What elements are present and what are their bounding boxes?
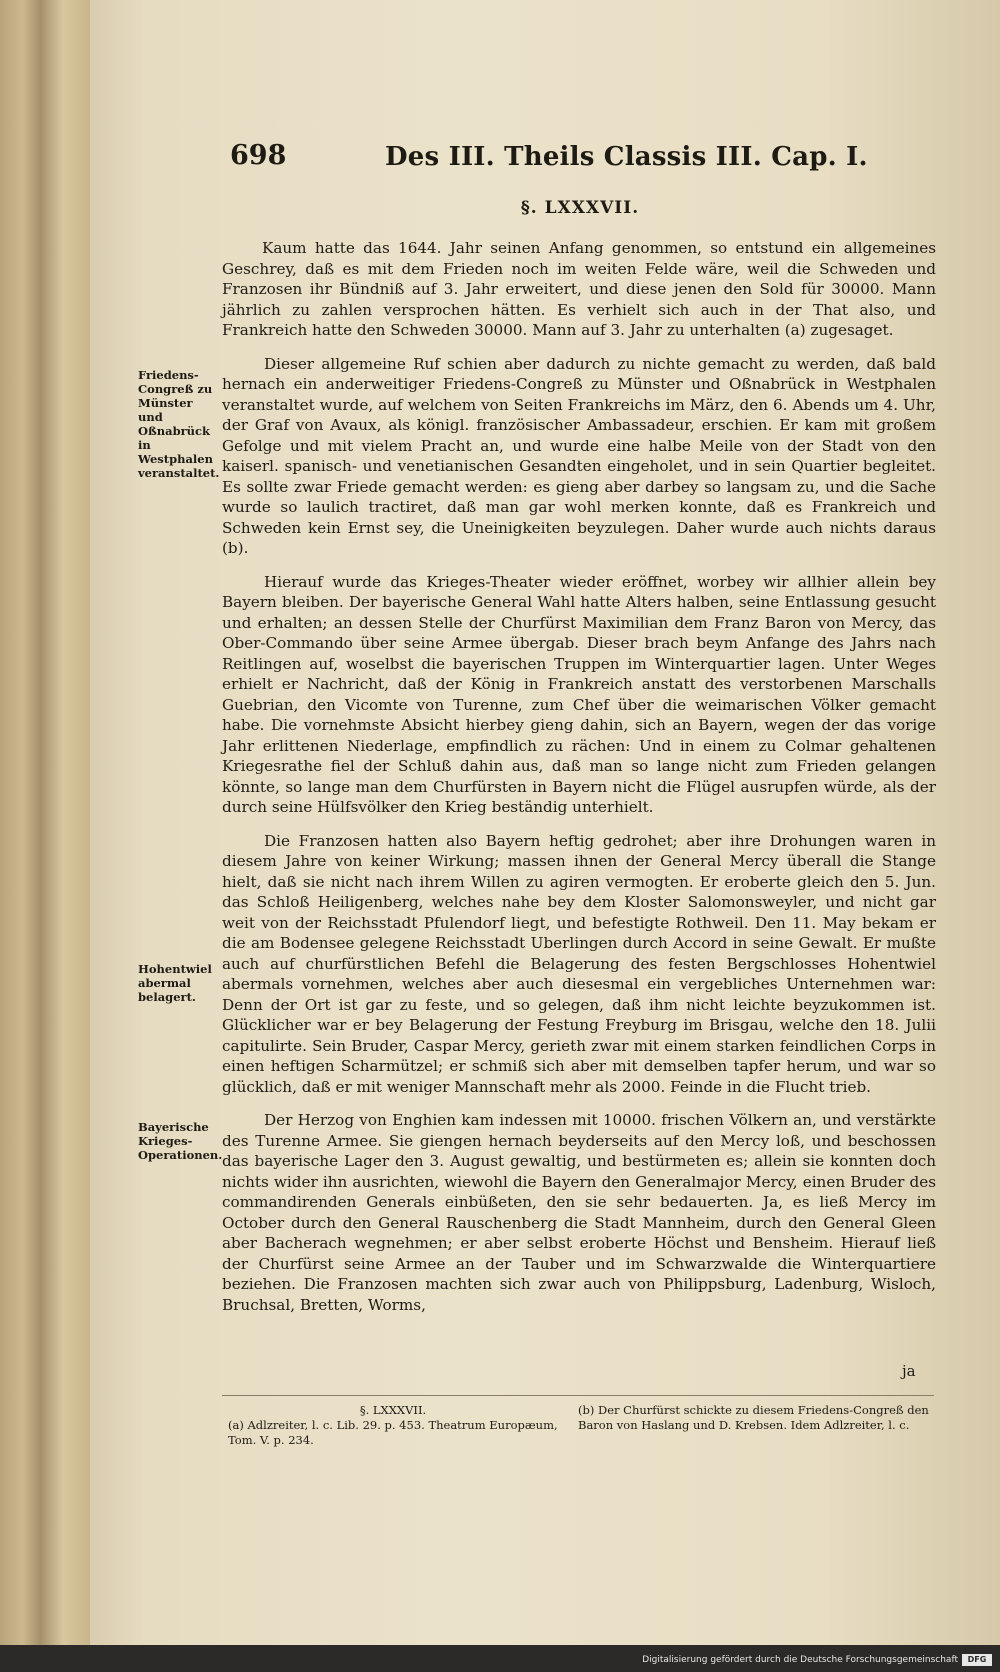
page-number: 698 bbox=[230, 140, 287, 171]
paragraph: Der Herzog von Enghien kam indessen mit 10000. frischen Völkern an, und verstärkte des Turenne Armee. Sie giengen hernach beyderseits auf den Mercy loß, und beschossen das bayerische Lager den 3. August gewaltig, und bestürmeten es; allein sie konnten doch nichts wider ihn ausrichten, wiewohl die Bayern den Generalmajor Mercy, einen Bruder des commandirenden Generals einbüßeten, den sie sehr bedauerten. Ja, es ließ Mercy im October durch den General Rauschenberg die Stadt Mannheim, durch den General Gleen aber Bacherach wegnehmen; er aber selbst eroberte Höchst und Bensheim. Hierauf ließ der Churfürst seine Armee an der Tauber und im Schwarzwalde die Winterquartiere beziehen. Die Franzosen machten sich zwar auch von Philippsburg, Ladenburg, Wisloch, Bruchsal, Bretten, Worms, bbox=[222, 1111, 936, 1314]
footnote-a: (a) Adlzreiter, l. c. Lib. 29. p. 453. Theatrum Europæum, Tom. V. p. 234. bbox=[228, 1418, 558, 1447]
catchword: ja bbox=[902, 1362, 916, 1380]
book-spine bbox=[0, 0, 90, 1672]
paragraph: Dieser allgemeine Ruf schien aber dadurch zu nichte gemacht zu werden, daß bald hernach ein anderweitiger Friedens-Congreß zu Münster und Oßnabrück in Westphalen veranstaltet wurde, auf welchem von Seiten Frankreichs im März, den 6. Abends um 4. Uhr, der Graf von Avaux, als königl. französischer Ambassadeur, erschien. Er kam mit großem Gefolge und mit vielem Pracht an, und wurde eine halbe Meile von der Stadt von den kaiserl. spanisch- und venetianischen Gesandten eingeholet, und in sein Quartier begleitet. Es sollte zwar Friede gemacht werden: es gieng aber darbey so langsam zu, und die Sache wurde so laulich tractiret, daß man gar wohl merken konnte, daß es Frankreich und Schweden kein Ernst sey, die Uneinigkeiten beyzulegen. Daher wurde auch nichts daraus (b). bbox=[222, 354, 936, 557]
margin-note: Friedens-Congreß zu Münster und Oßnabrück in Westphalen veranstaltet. bbox=[138, 368, 220, 480]
paragraph: Kaum hatte das 1644. Jahr seinen Anfang genommen, so entstund ein allgemeines Geschrey, daß es mit dem Frieden noch im weiten Felde wäre, weil die Schweden und Franzosen ihr Bündniß auf 3. Jahr erweitert, und diese jenen den Sold für 30000. Mann jährlich zu zahlen versprochen hätten. Es verhielt sich auch in der That also, und Frankreich hatte den Schweden 30000. Mann auf 3. Jahr zu unterhalten (a) zugesaget. bbox=[222, 239, 936, 339]
dfg-logo: DFG bbox=[962, 1654, 992, 1666]
section-heading: §. LXXXVII. bbox=[520, 198, 640, 218]
running-head: Des III. Theils Classis III. Cap. I. bbox=[385, 142, 868, 172]
footnote-divider bbox=[222, 1395, 934, 1396]
page-header bbox=[230, 140, 930, 174]
footnote-left bbox=[228, 1403, 558, 1448]
paragraph: Hierauf wurde das Krieges-Theater wieder eröffnet, worbey wir allhier allein bey Bayern bleiben. Der bayerische General Wahl hatte Alters halben, seine Entlassung gesucht und erhalten; an dessen Stelle der Churfürst Maximilian dem Franz Baron von Mercy, das Ober-Commando über seine Armee übergab. Dieser brach beym Anfange des Jahrs nach Reitlingen auf, woselbst die bayerischen Truppen im Winterquartier lagen. Unter Weges erhielt er Nachricht, daß der König in Frankreich anstatt des verstorbenen Marschalls Guebrian, den Vicomte von Turenne, zum Chef über die weimarischen Völker gemacht habe. Die vornehmste Absicht hierbey gieng dahin, sich an Bayern, wegen der das vorige Jahr erlittenen Niederlage, empfindlich zu rächen: Und in einem zu Colmar gehaltenen Kriegesrathe fiel der Schluß dahin aus, daß man so lange nicht zum Frieden gelangen könnte, so lange man dem Churfürsten in Bayern nicht die Flügel ausrupfen würde, als der durch seine Hülfsvölker den Krieg beständig unterhielt. bbox=[222, 572, 936, 816]
footnote-b: (b) Der Churfürst schickte zu diesem Friedens-Congreß den Baron von Haslang und D. Krebsen. Idem Adlzreiter, l. c. bbox=[578, 1403, 929, 1432]
margin-note: Hohentwiel abermal belagert. bbox=[138, 962, 212, 1004]
footnote-section-ref: §. LXXXVII. bbox=[359, 1403, 427, 1417]
footnote-right bbox=[578, 1403, 933, 1433]
body-text bbox=[222, 238, 936, 1328]
margin-note: Bayerische Krieges-Operationen. bbox=[138, 1120, 223, 1162]
paragraph: Die Franzosen hatten also Bayern heftig gedrohet; aber ihre Drohungen waren in diesem Jahre von keiner Wirkung; massen ihnen der General Mercy überall die Stange hielt, daß sie nicht nach ihrem Willen zu agiren vermogten. Er eroberte gleich den 5. Jun. das Schloß Heiligenberg, welches nahe bey dem Kloster Salomonsweyler, und nicht gar weit von der Reichsstadt Pfulendorf liegt, und befestigte Rothweil. Den 11. May bekam er die am Bodensee gelegene Reichsstadt Uberlingen durch Accord in seine Gewalt. Er mußte auch auf churfürstlichen Befehl die Belagerung des festen Bergschlosses Hohentwiel abermals vornehmen, welches aber auch diesesmal ein vergebliches Unternehmen war: Denn der Ort ist gar zu feste, und so gelegen, daß ihm nicht leichte beyzukommen ist. Glücklicher war er bey Belagerung der Festung Freyburg im Brisgau, welche den 18. Julii capitulirte. Sein Bruder, Caspar Mercy, gerieth zwar mit einem starken feindlichen Corps in einen heftigen Scharmützel; er schmiß sich aber mit demselben tapfer herum, und war so glücklich, daß er mit weniger Mannschaft mehr als 2000. Feinde in die Flucht trieb. bbox=[222, 831, 936, 1096]
digitization-credit: Digitalisierung gefördert durch die Deutsche Forschungsgemeinschaft bbox=[642, 1655, 958, 1665]
